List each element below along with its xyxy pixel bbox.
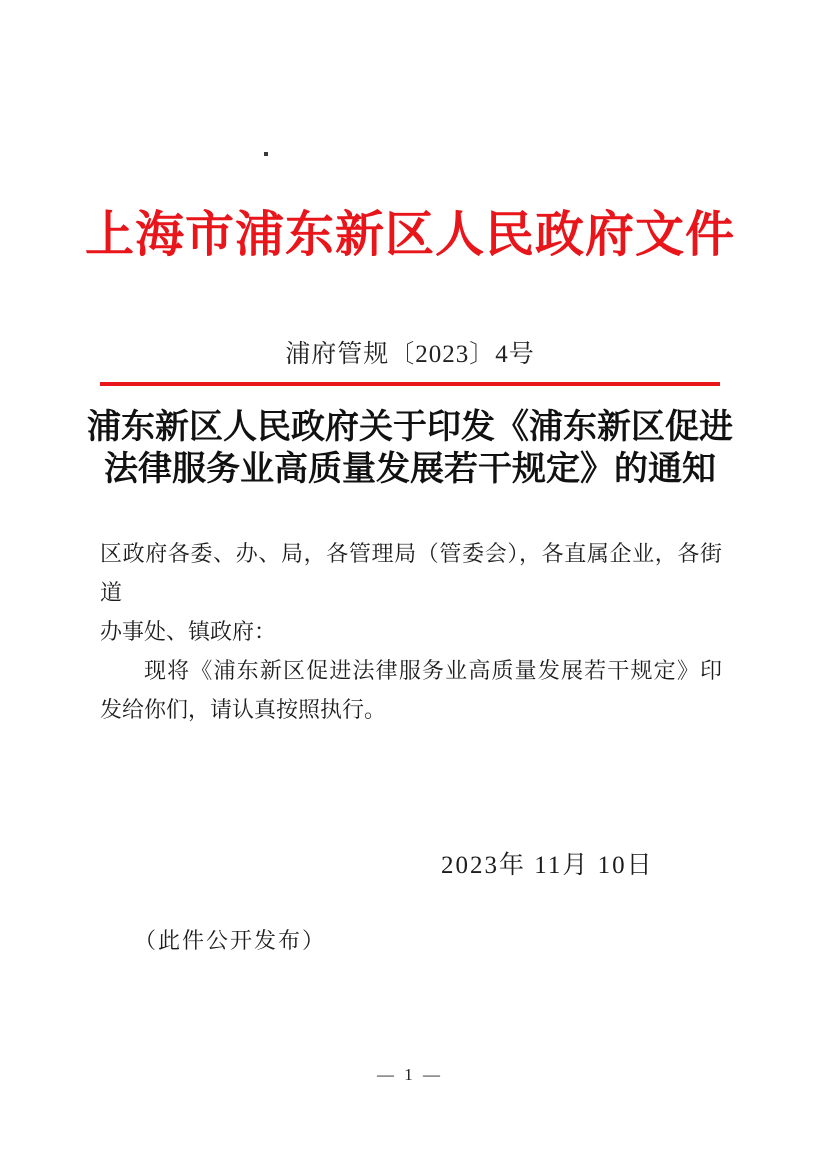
body-paragraph-line1: 现将《浦东新区促进法律服务业高质量发展若干规定》印	[144, 658, 722, 683]
notice-title	[0, 407, 820, 491]
body-paragraph-line2: 发给你们，请认真按照执行。	[100, 697, 387, 722]
document-header-title: 上海市浦东新区人民政府文件	[84, 207, 735, 262]
red-divider-line	[100, 382, 720, 386]
scan-speck	[264, 152, 268, 156]
page-number: — 1 —	[377, 1065, 443, 1084]
document-number: 浦府管规〔2023〕4号	[285, 341, 535, 368]
notice-title-line2: 法律服务业高质量发展若干规定》的通知	[104, 451, 716, 488]
issue-date: 2023年 11月 10日	[441, 852, 654, 879]
public-release-note: （此件公开发布）	[134, 928, 327, 953]
recipients-line2: 办事处、镇政府：	[100, 619, 277, 644]
recipients-line1: 区政府各委、办、局，各管理局（管委会），各直属企业，各街道	[100, 541, 722, 605]
document-body	[100, 534, 722, 729]
notice-title-line1: 浦东新区人民政府关于印发《浦东新区促进	[87, 409, 733, 446]
